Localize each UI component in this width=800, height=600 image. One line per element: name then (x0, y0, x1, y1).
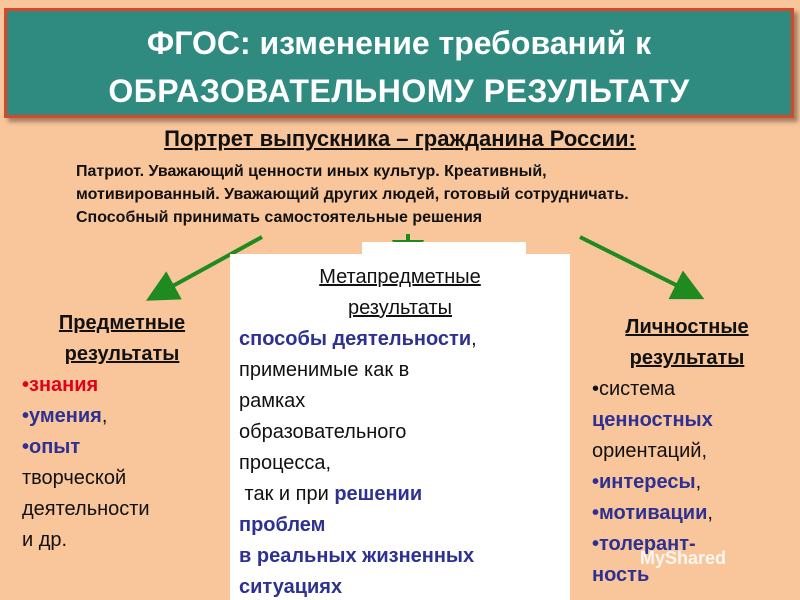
portrait-line-1: Патриот. Уважающий ценности иных культур. Креативный, (76, 163, 547, 180)
metasubject-heading-line-2: результаты (348, 297, 452, 319)
activity-methods: способы деятельности (239, 328, 472, 350)
item-skills: •умения (22, 405, 102, 427)
subject-heading: Предметные результаты (58, 312, 186, 365)
portrait-line-3: Способный принимать самостоятельные решения (76, 209, 483, 226)
title-line-2: ОБРАЗОВАТЕЛЬНОМУ РЕЗУЛЬТАТУ (108, 73, 690, 109)
center-line-3: рамках (239, 390, 306, 412)
item-tolerance: •толерант- (592, 533, 696, 555)
portrait-line-2: мотивированный. Уважающий других людей, готовый сотрудничать. (76, 186, 629, 203)
situations-text: ситуациях (239, 576, 343, 598)
arrow-right (580, 237, 690, 292)
value-orientations: ценностных (592, 409, 713, 431)
center-line-5: процесса, (239, 452, 332, 474)
metasubject-heading-line-1: Метапредметные (319, 266, 481, 288)
center-line-4: образовательного (239, 421, 407, 443)
item-interests: •интересы (592, 471, 696, 493)
metasubject-body: способы деятельности, применимые как в рамках образовательного процесса, так и при решении проблем в реальных жизненных ситуациях (230, 324, 570, 600)
metasubject-box (230, 254, 570, 600)
metasubject-heading (230, 262, 570, 324)
watermark: MyShared (640, 548, 727, 568)
problems-text: проблем (239, 514, 326, 536)
center-line-2: применимые как в (239, 359, 410, 381)
item-motivations: •мотивации (592, 502, 708, 524)
solving-text: решении (334, 483, 423, 505)
real-life-text: в реальных жизненных (239, 545, 475, 567)
personal-heading: Личностные результаты (625, 316, 749, 369)
subject-results: Предметные результаты •знания •умения, •опыт творческой деятельности и др. (22, 308, 222, 556)
title-line-1: ФГОС: изменение требований к (146, 25, 652, 61)
personal-results: Личностные результаты •система ценностных ориентаций, •интересы, •мотивации, •толерант- ность (592, 312, 782, 591)
portrait-heading: Портрет выпускника – гражданина России: (164, 126, 636, 151)
item-experience: •опыт (22, 436, 81, 458)
item-knowledge: •знания (22, 374, 99, 396)
